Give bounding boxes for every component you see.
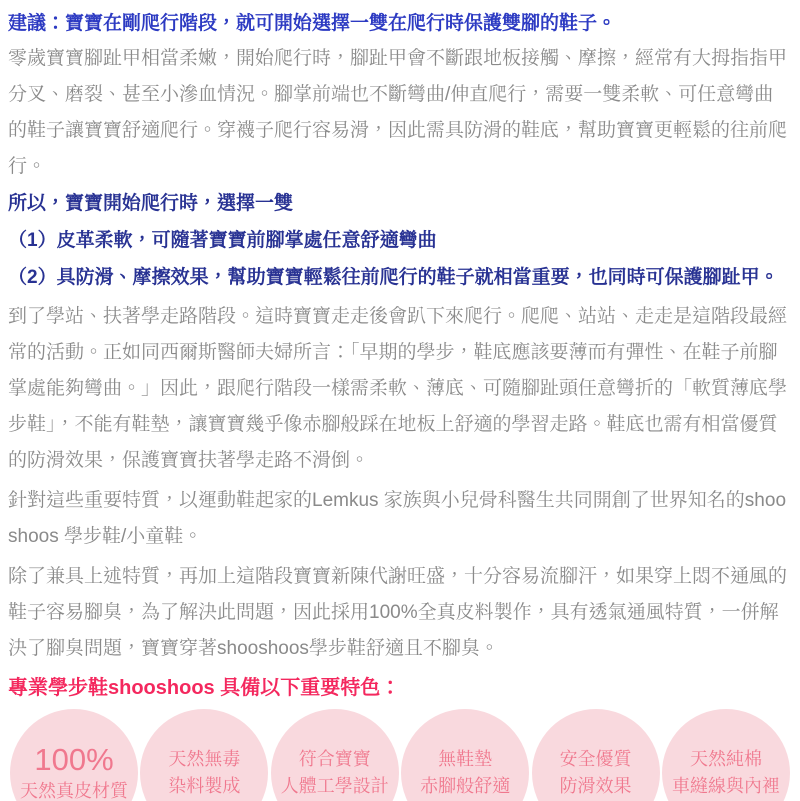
point-1: （1）皮革柔軟，可隨著寶寶前腳掌處任意舒適彎曲 xyxy=(8,230,437,251)
feature-line1: 安全優質 xyxy=(559,749,632,769)
feature-line1: 天然無毒 xyxy=(168,749,241,769)
feature-line2: 人體工學設計 xyxy=(280,776,389,796)
feature-circle-antislip xyxy=(532,709,660,801)
point-2: （2）具防滑、摩擦效果，幫助寶寶輕鬆往前爬行的鞋子就相當重要，也同時可保護腳趾甲。 xyxy=(8,267,779,288)
paragraph-brand-origin: 針對這些重要特質，以運動鞋起家的Lemkus 家族與小兒骨科醫生共同開創了世界知名的shooshoos 學步鞋/小童鞋。 xyxy=(8,490,787,547)
feature-line2: 車縫線與內裡 xyxy=(671,776,780,796)
feature-circle-no-insole xyxy=(401,709,529,801)
advice-heading: 建議：寶寶在剛爬行階段，就可開始選擇一雙在爬行時保護雙腳的鞋子。 xyxy=(8,13,617,34)
feature-line2: 赤腳般舒適 xyxy=(420,776,511,796)
feature-circles xyxy=(8,709,792,801)
feature-line2: 染料製成 xyxy=(168,776,241,796)
feature-circle-cotton-lining xyxy=(662,709,790,801)
feature-line1: 無鞋墊 xyxy=(438,749,493,769)
paragraph-crawling-stage: 零歲寶寶腳趾甲相當柔嫩，開始爬行時，腳趾甲會不斷跟地板接觸、摩擦，經常有大拇指指甲分叉、磨裂、甚至小滲血情況。腳掌前端也不斷彎曲/伸直爬行，需要一雙柔軟、可任意彎曲的鞋子讓寶寶舒適爬行。穿襪子爬行容易滑，因此需具防滑的鞋底，幫助寶寶更輕鬆的往前爬行。 xyxy=(8,48,788,177)
feature-circle-nontoxic-dye xyxy=(140,709,268,801)
feature-circle-ergonomic xyxy=(271,709,399,801)
features-heading: 專業學步鞋shooshoos 具備以下重要特色： xyxy=(8,677,401,699)
so-heading: 所以，寶寶開始爬行時，選擇一雙 xyxy=(8,193,294,214)
paragraph-material: 除了兼具上述特質，再加上這階段寶寶新陳代謝旺盛，十分容易流腳汗，如果穿上悶不通風的鞋子容易腳臭，為了解決此問題，因此採用100%全真皮料製作，具有透氣通風特質，一併解決了腳臭問題，寶寶穿著shooshoos學步鞋舒適且不腳臭。 xyxy=(8,566,788,659)
feature-line2: 天然真皮材質 xyxy=(20,780,128,801)
feature-line1: 符合寶寶 xyxy=(298,749,371,769)
feature-line1: 天然純棉 xyxy=(689,749,762,769)
feature-line2: 防滑效果 xyxy=(559,776,632,796)
paragraph-walking-stage: 到了學站、扶著學走路階段。這時寶寶走走後會趴下來爬行。爬爬、站站、走走是這階段最經常的活動。正如同西爾斯醫師夫婦所言：「早期的學步，鞋底應該要薄而有彈性、在鞋子前腳掌處能夠彎曲。」因此，跟爬行階段一樣需柔軟、薄底、可隨腳趾頭任意彎折的「軟質薄底學步鞋」，不能有鞋墊，讓寶寶幾乎像赤腳般踩在地板上舒適的學習走路。鞋底也需有相當優質的防滑效果，保護寶寶扶著學走路不滑倒。 xyxy=(8,306,788,471)
feature-circle-leather xyxy=(10,709,138,801)
feature-line1: 100% xyxy=(34,741,114,777)
selection-points xyxy=(8,185,792,296)
